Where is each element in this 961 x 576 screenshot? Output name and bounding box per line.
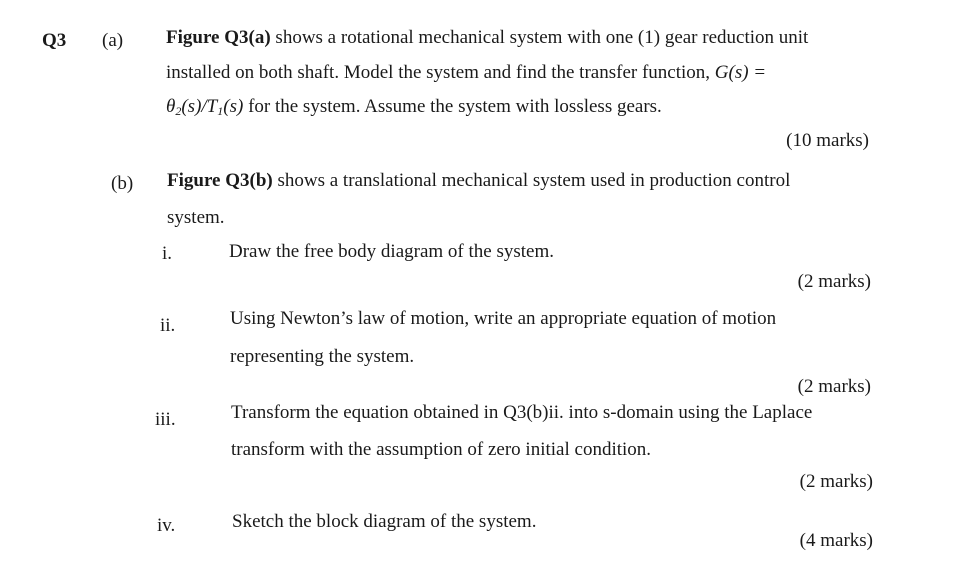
transfer-function-mid: (s)/T: [181, 96, 218, 117]
torque-subscript: 1: [217, 104, 224, 118]
part-a-line-2-text: installed on both shaft. Model the system and find the transfer function,: [166, 62, 715, 83]
theta-symbol: θ: [166, 96, 176, 117]
part-a-label: (a): [102, 30, 124, 51]
item-iii-numeral: iii.: [155, 409, 176, 430]
item-ii-line-1: Using Newton’s law of motion, write an appropriate equation of motion: [230, 308, 777, 329]
figure-q3b-reference: Figure Q3(b): [167, 170, 273, 191]
item-iv-line-1: Sketch the block diagram of the system.: [232, 511, 537, 532]
transfer-function-lhs: G(s) =: [714, 62, 767, 83]
item-iv-numeral: iv.: [157, 515, 176, 536]
question-number: Q3: [42, 30, 67, 51]
part-a-line-1-text: shows a rotational mechanical system with one (1) gear reduction unit: [270, 27, 809, 48]
part-a-marks: (10 marks): [786, 130, 869, 151]
item-i-numeral: i.: [162, 243, 173, 264]
item-ii-marks: (2 marks): [797, 376, 871, 397]
transfer-function-end: (s): [223, 96, 244, 117]
item-iv-marks: (4 marks): [799, 530, 873, 551]
part-b-label: (b): [111, 173, 134, 194]
item-i-marks: (2 marks): [797, 271, 871, 292]
part-b-line-2: system.: [167, 207, 225, 228]
part-a-line-3-text: for the system. Assume the system with lossless gears.: [243, 96, 662, 117]
part-b-line-1-text: shows a translational mechanical system used in production control: [272, 170, 791, 191]
item-i-line-1: Draw the free body diagram of the system.: [229, 241, 555, 262]
item-ii-line-2: representing the system.: [230, 346, 415, 367]
item-iii-line-2: transform with the assumption of zero initial condition.: [231, 439, 652, 460]
item-iii-marks: (2 marks): [799, 471, 873, 492]
part-a-line-1: [166, 27, 808, 49]
figure-q3a-reference: Figure Q3(a): [166, 27, 271, 48]
transfer-function-rhs: [166, 96, 243, 117]
theta-subscript: 2: [175, 104, 182, 118]
part-a-line-3: [166, 96, 662, 119]
part-b-line-1: [167, 170, 790, 192]
item-ii-numeral: ii.: [160, 315, 176, 336]
part-a-line-2: [166, 62, 766, 84]
item-iii-line-1: Transform the equation obtained in Q3(b)ii. into s-domain using the Laplace: [231, 402, 813, 423]
